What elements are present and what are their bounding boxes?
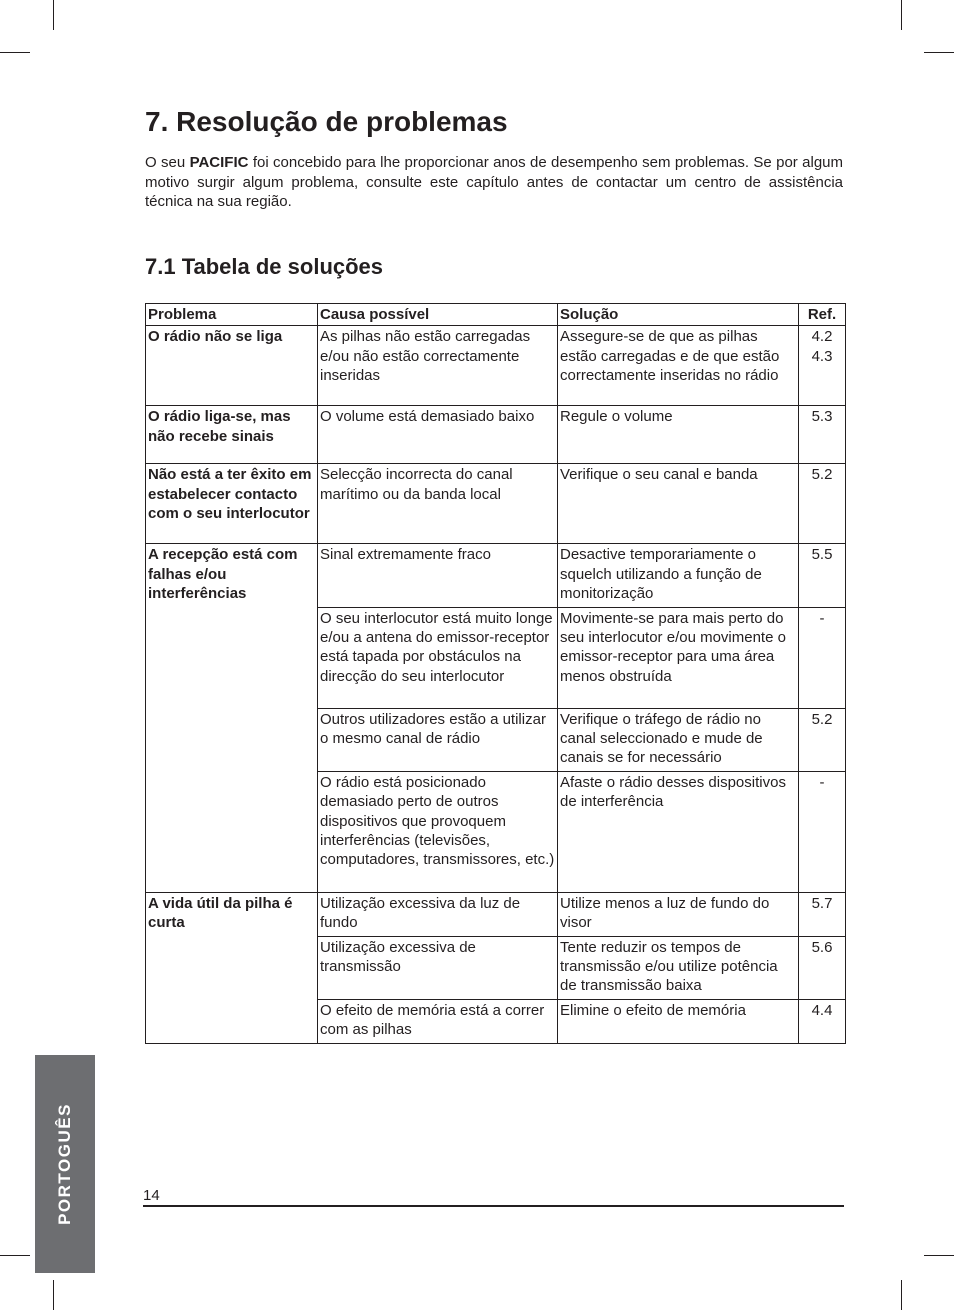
ref-cell: 5.3	[799, 406, 846, 464]
solution-cell: Regule o volume	[558, 406, 799, 464]
solution-cell: Movimente-se para mais perto do seu interlocutor e/ou movimente o emissor-receptor para uma área menos obstruída	[558, 607, 799, 708]
page-title: 7. Resolução de problemas	[145, 106, 508, 137]
solution-cell: Tente reduzir os tempos de transmissão e/ou utilize potência de transmissão baixa	[558, 936, 799, 999]
ref-cell: 5.7	[799, 892, 846, 936]
crop-mark	[0, 52, 30, 53]
crop-mark	[53, 1280, 54, 1310]
cause-cell: O rádio está posicionado demasiado perto de outros dispositivos que provoquem interferências (televisões, computadores, transmissores, etc.)	[318, 771, 558, 892]
solution-cell: Assegure-se de que as pilhas estão carregadas e de que estão correctamente inseridas no rádio	[558, 326, 799, 406]
problem-cell: A vida útil da pilha é curta	[146, 892, 318, 1043]
intro-paragraph	[145, 153, 843, 212]
problem-cell: O rádio liga-se, mas não recebe sinais	[146, 406, 318, 464]
crop-mark	[924, 1255, 954, 1256]
crop-mark	[901, 0, 902, 30]
solution-cell: Desactive temporariamente o squelch utilizando a função de monitorização	[558, 544, 799, 607]
crop-mark	[924, 52, 954, 53]
solutions-table	[145, 303, 846, 1044]
solution-cell: Utilize menos a luz de fundo do visor	[558, 892, 799, 936]
ref-cell: 4.4	[799, 999, 846, 1043]
cause-cell: Sinal extremamente fraco	[318, 544, 558, 607]
solution-cell: Verifique o tráfego de rádio no canal seleccionado e mude de canais se for necessário	[558, 708, 799, 771]
cause-cell: Selecção incorrecta do canal marítimo ou da banda local	[318, 464, 558, 544]
table-row	[146, 544, 846, 607]
cause-cell: Outros utilizadores estão a utilizar o mesmo canal de rádio	[318, 708, 558, 771]
solution-cell: Verifique o seu canal e banda	[558, 464, 799, 544]
problem-cell: O rádio não se liga	[146, 326, 318, 406]
problem-cell: A recepção está com falhas e/ou interferências	[146, 544, 318, 892]
table-row	[146, 326, 846, 406]
cause-cell: As pilhas não estão carregadas e/ou não estão correctamente inseridas	[318, 326, 558, 406]
ref-cell: 5.5	[799, 544, 846, 607]
table-row	[146, 892, 846, 936]
ref-cell: -	[799, 607, 846, 708]
header-solution: Solução	[558, 304, 799, 326]
problem-cell: Não está a ter êxito em estabelecer contacto com o seu interlocutor	[146, 464, 318, 544]
header-problem: Problema	[146, 304, 318, 326]
intro-text-end: foi concebido para lhe proporcionar anos de desempenho sem problemas. Se por algum motivo surgir algum problema, consulte este capítulo antes de contactar um centro de assistência técnica na sua região.	[145, 154, 843, 211]
table-row	[146, 406, 846, 464]
table-row	[146, 464, 846, 544]
header-cause: Causa possível	[318, 304, 558, 326]
language-side-tab	[35, 1055, 95, 1273]
cause-cell: O volume está demasiado baixo	[318, 406, 558, 464]
crop-mark	[0, 1255, 30, 1256]
crop-mark	[901, 1280, 902, 1310]
ref-cell: -	[799, 771, 846, 892]
intro-text-start: O seu	[145, 154, 190, 171]
ref-cell: 4.2 4.3	[799, 326, 846, 406]
solution-cell: Elimine o efeito de memória	[558, 999, 799, 1043]
cause-cell: O efeito de memória está a correr com as pilhas	[318, 999, 558, 1043]
ref-cell: 5.6	[799, 936, 846, 999]
cause-cell: O seu interlocutor está muito longe e/ou a antena do emissor-receptor está tapada por obstáculos na direcção do seu interlocutor	[318, 607, 558, 708]
page-number: 14	[143, 1187, 160, 1204]
footer-rule	[143, 1205, 844, 1207]
cause-cell: Utilização excessiva de transmissão	[318, 936, 558, 999]
header-ref: Ref.	[799, 304, 846, 326]
ref-cell: 5.2	[799, 464, 846, 544]
cause-cell: Utilização excessiva da luz de fundo	[318, 892, 558, 936]
solution-cell: Afaste o rádio desses dispositivos de interferência	[558, 771, 799, 892]
ref-cell: 5.2	[799, 708, 846, 771]
table-header-row	[146, 304, 846, 326]
crop-mark	[53, 0, 54, 30]
language-label: PORTOGUÊS	[55, 1103, 74, 1225]
table-body	[146, 326, 846, 1043]
section-subtitle: 7.1 Tabela de soluções	[145, 254, 384, 279]
brand-name: PACIFIC	[189, 154, 249, 171]
